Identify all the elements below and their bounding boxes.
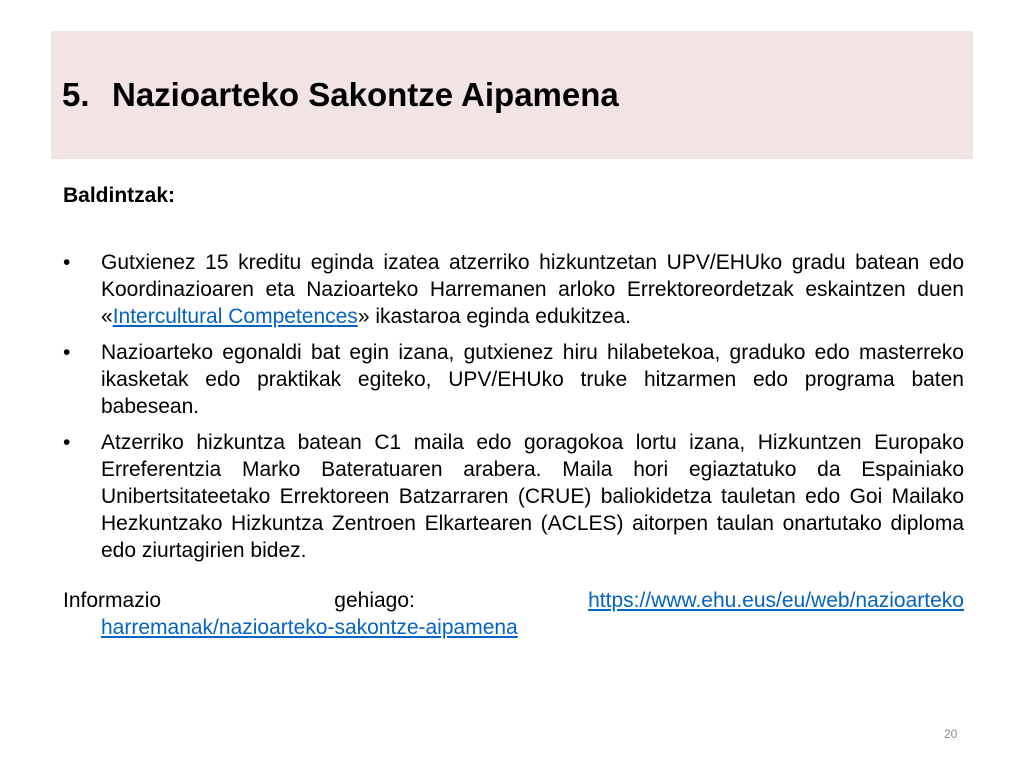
- info-link-line2[interactable]: harremanak/nazioarteko-sakontze-aipamena: [101, 616, 518, 639]
- list-item: [63, 339, 964, 420]
- requirements-list: [63, 249, 964, 564]
- list-item: [63, 429, 964, 564]
- bullet-text: » ikastaroa eginda edukitzea.: [357, 305, 631, 328]
- bullet-icon: •: [63, 251, 71, 274]
- info-link-line1[interactable]: https://www.ehu.eus/eu/web/nazioarteko: [588, 589, 964, 612]
- bullet-text: Gutxienez 15 kreditu eginda izatea atzerriko hizkuntzetan UPV/EHUko gradu batean edo Koordinazioaren eta Nazioarteko Harremanen arloko Errektoreordetzak eskaintzen duen «: [101, 251, 964, 328]
- info-label-word: gehiago:: [334, 589, 415, 612]
- more-info: [63, 587, 964, 641]
- slide-content: [63, 182, 964, 641]
- title-number: 5.: [62, 76, 90, 113]
- list-item: [63, 249, 964, 330]
- info-label-word: Informazio: [63, 589, 162, 612]
- intercultural-competences-link[interactable]: Intercultural Competences: [112, 305, 358, 328]
- slide-title: [62, 76, 619, 114]
- subheading: Baldintzak:: [63, 184, 176, 207]
- bullet-text: Nazioarteko egonaldi bat egin izana, gutxienez hiru hilabetekoa, graduko edo masterreko ikasketak edo praktikak egiteko, UPV/EHUko truke hitzarmen edo programa baten babesean.: [101, 341, 964, 418]
- bullet-icon: •: [63, 431, 71, 454]
- bullet-text: Atzerriko hizkuntza batean C1 maila edo goragokoa lortu izana, Hizkuntzen Europako Erreferentzia Marko Bateratuaren arabera. Maila hori egiaztatuko da Espainiako Unibertsitateetako Errektoreen Batzarraren (CRUE) baliokidetza tauletan edo Goi Mailako Hezkuntzako Hizkuntza Zentroen Elkartearen (ACLES) aitorpen taulan onartutako diploma edo ziurtagirien bidez.: [101, 431, 964, 562]
- page-number: 20: [944, 727, 958, 741]
- bullet-icon: •: [63, 341, 71, 364]
- title-text: Nazioarteko Sakontze Aipamena: [112, 76, 619, 113]
